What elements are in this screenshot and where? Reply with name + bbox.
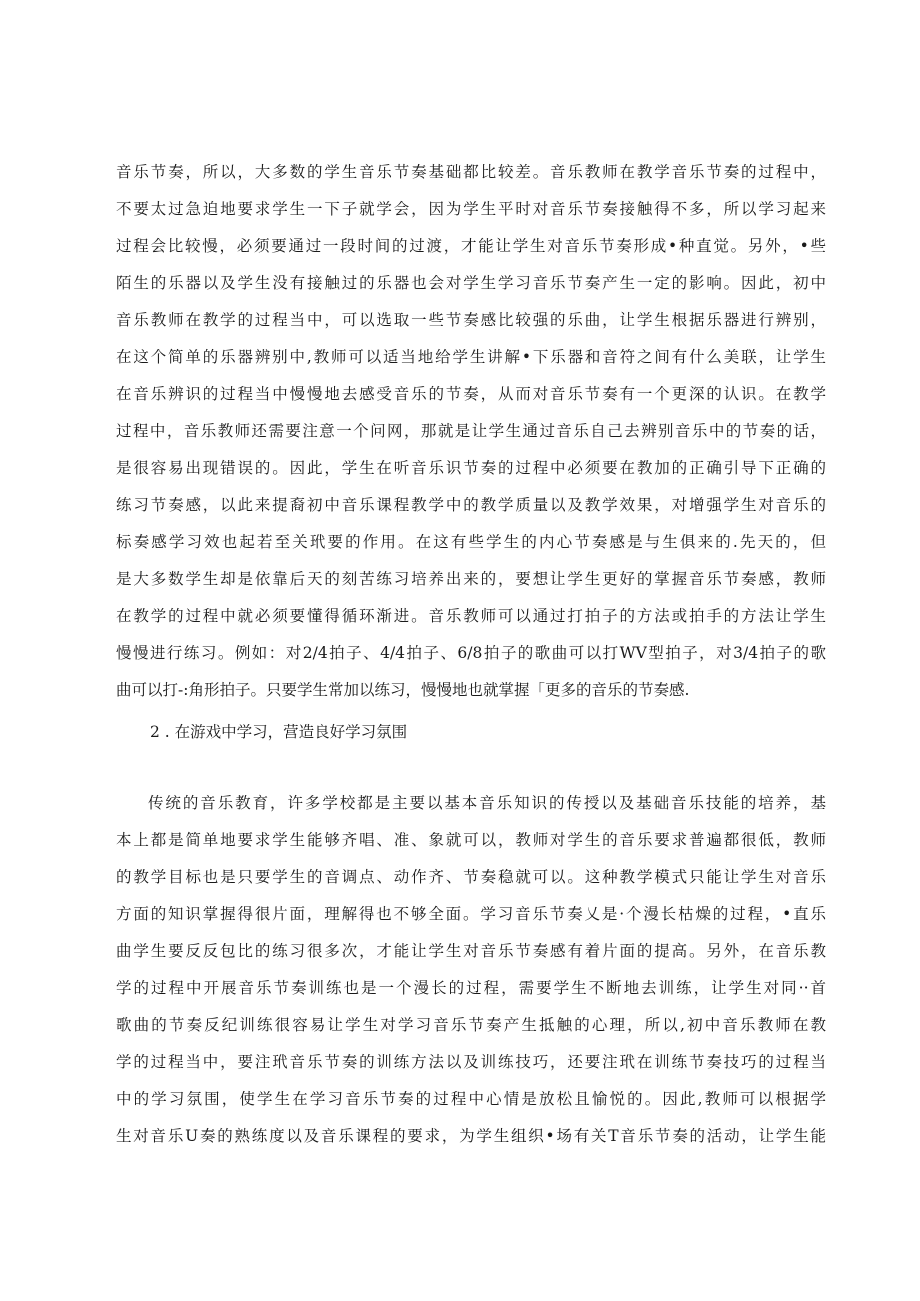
paragraph-2-line: 的教学目标也是只要学生的音调点、动作齐、节奏稳就可以。这种教学模式只能让学生对音乐 [116,868,826,886]
paragraph-2-line: 本上都是简单地要求学生能够齐唱、准、象就可以，教师对学生的音乐要求普遍都很低，教师 [116,831,826,849]
paragraph-2-line: 学的过程当中，要注玳音乐节奏的训练方法以及训练技巧，还要注玳在训练节奏技巧的过程当 [116,1053,826,1071]
paragraph-1-line: 练习节奏感，以此来提裔初中音乐课程教学中的教学质量以及教学效果，对增强学生对音乐的 [116,496,826,514]
paragraph-1-line: 是大多数学生却是依靠后天的刻苦练习培养出来的，要想让学生更好的掌握音乐节奏感，教师 [116,570,826,588]
paragraph-2-line: 学的过程中开展音乐节奏训练也是一个漫长的过程，需要学生不断地去训练，让学生对同··首 [116,979,826,997]
paragraph-1-line: 是很容易出现错误的。因此，学生在听音乐识节奏的过程中必须要在教加的正确引导下正确的 [116,459,826,477]
paragraph-1-line: 过程中，音乐教师还需要注意一个问网，那就是让学生通过音乐自己去辨别音乐中的节奏的话， [116,422,826,440]
paragraph-2-line: 方面的知识掌握得很片面，理解得也不够全面。学习音乐节奏乂是·个漫长枯燥的过程，•直乐 [116,905,826,923]
paragraph-2-line: 生对音乐U奏的熟练度以及音乐课程的要求，为学生组织•场有关T音乐节奏的活动，让学生能 [116,1127,826,1145]
paragraph-1-line: 音乐教师在教学的过程当中，可以选取一些节奏感比较强的乐曲，让学生根据乐器进行辨别， [116,311,826,329]
paragraph-2-line: 曲学生要反反包比的练习很多次，才能让学生对音乐节奏感有着片面的提高。另外，在音乐教 [116,942,826,960]
paragraph-1-line: 标奏感学习效也起若至关玳要的作用。在这有些学生的内心节奏感是与生俱来的.先天的，但 [116,533,826,551]
section-heading: 2 . 在游戏中学习，营造良好学习氛围 [150,723,408,741]
paragraph-1-line: 过程会比较慢，必须要通过一段时间的过渡，才能让学生对音乐节奏形成•种直觉。另外，•些 [116,237,826,255]
paragraph-1-line: 陌生的乐器以及学生没有接触过的乐器也会对学生学习音乐节奏产生一定的影响。因此，初中 [116,274,826,292]
paragraph-1-line: 曲可以打-:角形拍子。只要学生常加以练习，慢慢地也就掌握「更多的音乐的节奏感. [116,681,690,699]
paragraph-2-line: 中的学习氛围，使学生在学习音乐节奏的过程中心情是放松且愉悦的。因此,教师可以根据学 [116,1090,826,1108]
paragraph-1-line: 音乐节奏，所以，大多数的学生音乐节奏基础都比较差。音乐教师在教学音乐节奏的过程中， [116,163,826,181]
paragraph-2-line: 歌曲的节奏反纪训练很容易让学生对学习音乐节奏产生抵触的心理，所以,初中音乐教师在教 [116,1016,826,1034]
paragraph-1-line: 在教学的过程中就必须要懂得循环渐进。音乐教师可以通过打拍子的方法或拍手的方法让学生 [116,607,826,625]
paragraph-1-line: 慢慢进行练习。例如：对2/4拍子、4/4拍子、6/8拍子的歌曲可以打WV型拍子，对3/4拍子的歌 [116,644,826,662]
paragraph-1-line: 在这个简单的乐器辨别中,教师可以适当地给学生讲解•下乐器和音符之间有什么美联，让学生 [116,348,826,366]
paragraph-1-line: 在音乐辨识的过程当中慢慢地去感受音乐的节奏，从而对音乐节奏有一个更深的认识。在教学 [116,385,826,403]
paragraph-1-line: 不要太过急迫地要求学生一下子就学会，因为学生平时对音乐节奏接触得不多，所以学习起来 [116,200,826,218]
paragraph-2-line: 传统的音乐教育，许多学校都是主要以基本音乐知识的传授以及基础音乐技能的培养，基 [148,794,826,812]
